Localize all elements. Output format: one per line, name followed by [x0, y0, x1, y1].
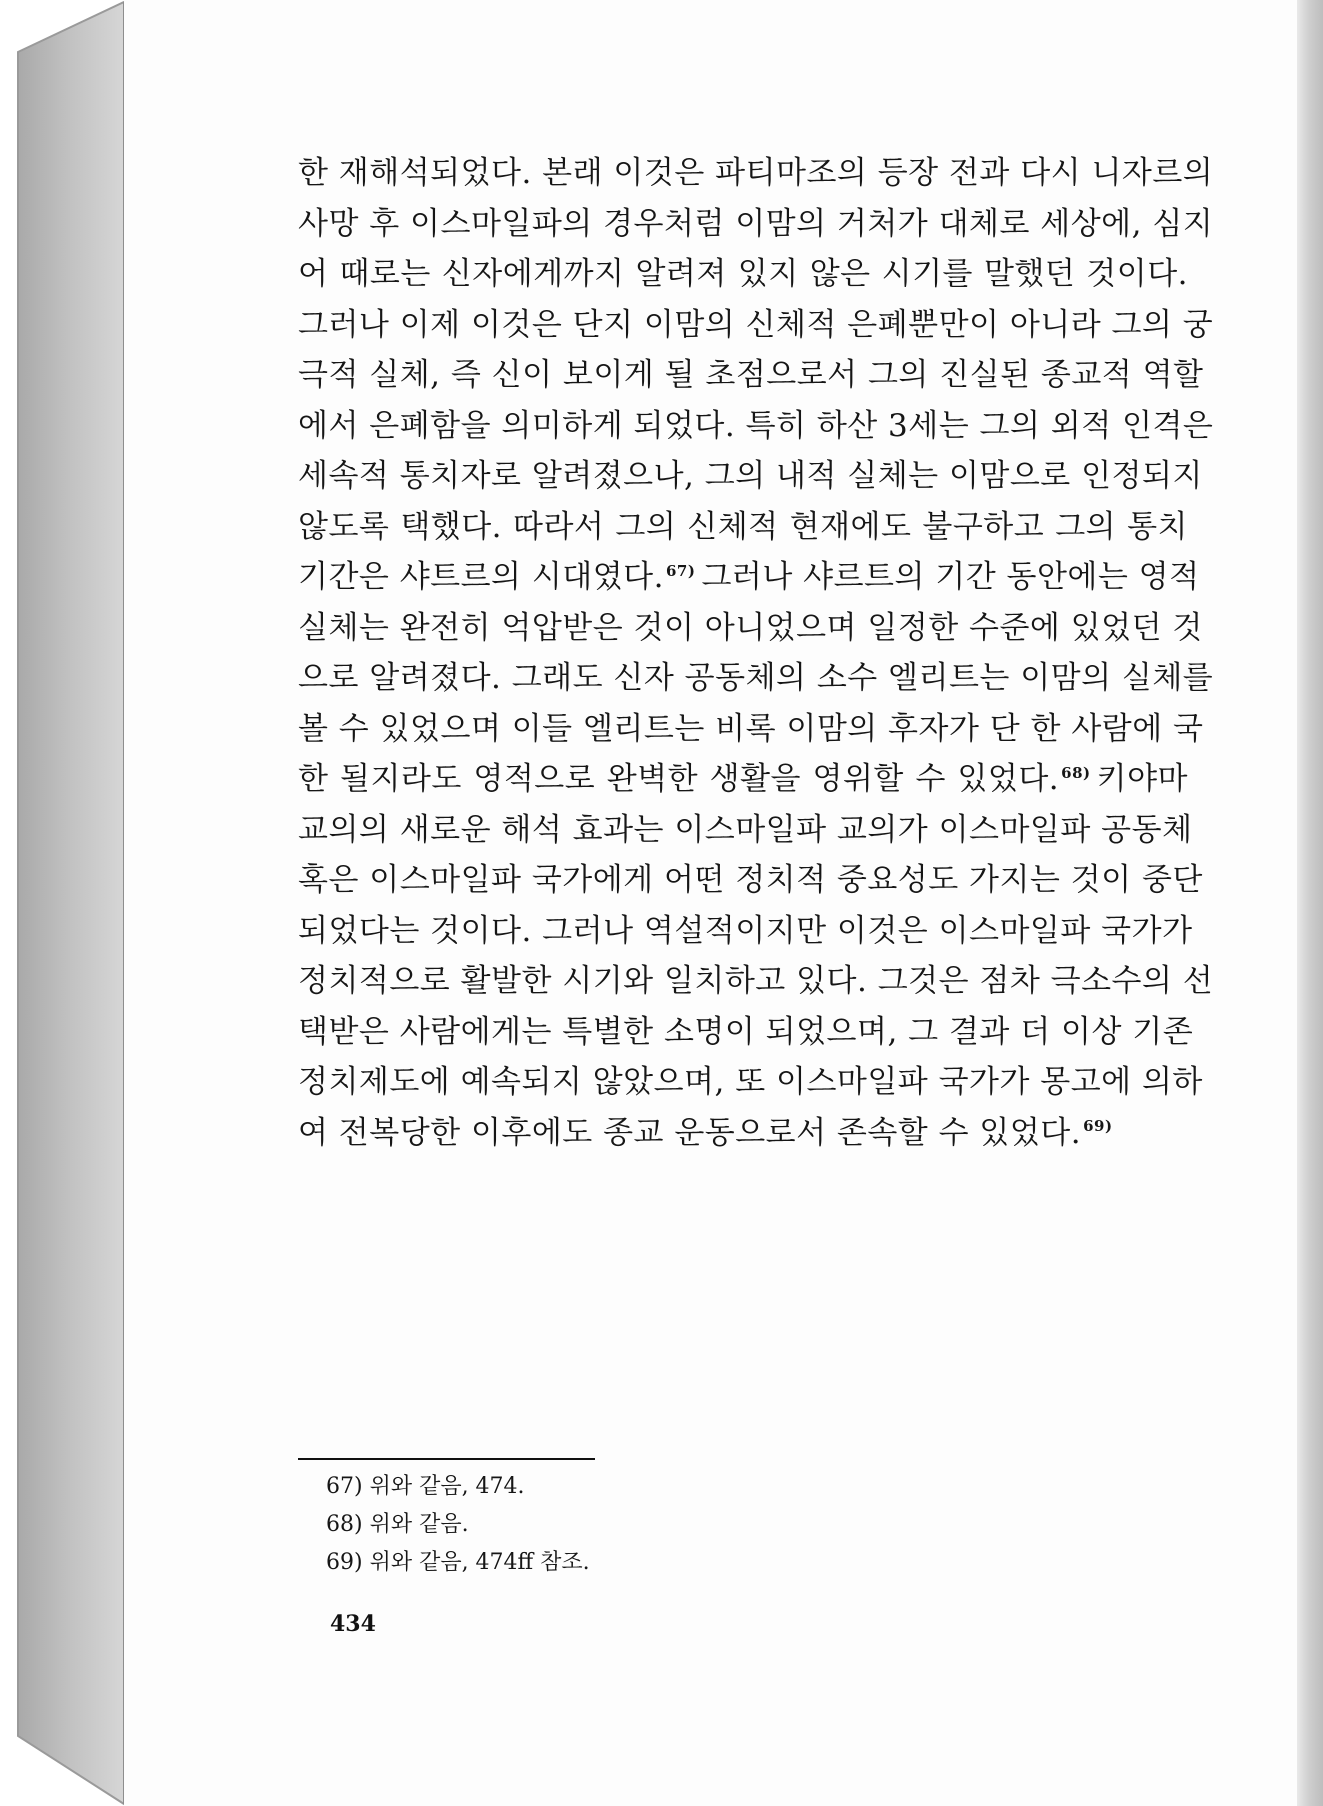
body-line-text: 정치적으로 활발한 시기와 일치하고 있다. 그것은 점차 극소수의 선	[298, 963, 1214, 999]
body-line-text: 되었다는 것이다. 그러나 역설적이지만 이것은 이스마일파 국가가	[298, 912, 1193, 949]
body-line-text: 으로 알려졌다. 그래도 신자 공동체의 소수 엘리트는 이맘의 실체를	[298, 660, 1214, 696]
body-line	[298, 451, 1203, 502]
body-line	[298, 401, 1214, 452]
footnote-separator	[298, 1458, 595, 1460]
body-line-text: 극적 실체, 즉 신이 보이게 될 초점으로서 그의 진실된 종교적 역할	[298, 357, 1204, 393]
body-line	[298, 502, 1188, 553]
body-line	[298, 603, 1203, 654]
body-line-text: 한 될지라도 영적으로 완벽한 생활을 영위할 수 있었다.	[298, 761, 1060, 797]
body-line	[298, 199, 1214, 250]
body-line-text: 그러나 이제 이것은 단지 이맘의 신체적 은폐뿐만이 아니라 그의 궁	[298, 306, 1214, 343]
footnote-item: 68) 위와 같음.	[326, 1512, 469, 1537]
body-line	[298, 350, 1204, 401]
body-line	[298, 300, 1214, 351]
body-line-text: 여 전복당한 이후에도 종교 운동으로서 존속할 수 있었다.	[298, 1114, 1082, 1151]
page-edge-shading	[1297, 0, 1323, 1806]
book-spine	[0, 0, 130, 1806]
footnote-item: 69) 위와 같음, 474ff 참조.	[326, 1550, 590, 1575]
body-line	[298, 805, 1193, 856]
body-text	[298, 148, 1214, 1158]
body-line	[298, 956, 1214, 1007]
body-line-text: 혹은 이스마일파 국가에게 어떤 정치적 중요성도 가지는 것이 중단	[298, 862, 1203, 898]
footnote-item: 67) 위와 같음, 474.	[326, 1474, 525, 1499]
body-line-text-continued: 그러나 샤르트의 기간 동안에는 영적	[701, 559, 1200, 595]
body-line	[298, 653, 1214, 704]
body-line-text: 한 재해석되었다. 본래 이것은 파티마조의 등장 전과 다시 니자르의	[298, 155, 1214, 191]
body-line	[298, 906, 1193, 957]
footnotes	[326, 1468, 590, 1582]
footnote-reference: 67)	[665, 561, 696, 580]
body-line-text: 정치제도에 예속되지 않았으며, 또 이스마일파 국가가 몽고에 의하	[298, 1064, 1203, 1100]
footnote-reference: 69)	[1083, 1117, 1113, 1136]
body-line	[298, 552, 1200, 603]
body-line-text: 볼 수 있었으며 이들 엘리트는 비록 이맘의 후자가 단 한 사람에 국	[298, 710, 1204, 747]
body-line	[298, 249, 1188, 300]
body-line-text: 세속적 통치자로 알려졌으나, 그의 내적 실체는 이맘으로 인정되지	[298, 458, 1203, 494]
body-line	[298, 704, 1204, 755]
body-line-text-continued: 키야마	[1096, 761, 1188, 797]
body-line	[298, 855, 1203, 906]
body-line-text: 않도록 택했다. 따라서 그의 신체적 현재에도 불구하고 그의 통치	[298, 508, 1188, 545]
body-line-text: 사망 후 이스마일파의 경우처럼 이맘의 거처가 대체로 세상에, 심지	[298, 205, 1214, 242]
body-line-text: 교의의 새로운 해석 효과는 이스마일파 교의가 이스마일파 공동체	[298, 811, 1193, 848]
body-line-text: 기간은 샤트르의 시대였다.	[298, 559, 664, 595]
body-line-text: 에서 은폐함을 의미하게 되었다. 특히 하산 3세는 그의 외적 인격은	[298, 407, 1214, 444]
body-line-text: 택받은 사람에게는 특별한 소명이 되었으며, 그 결과 더 이상 기존	[298, 1013, 1194, 1050]
footnote-reference: 68)	[1061, 763, 1091, 782]
body-line-text: 어 때로는 신자에게까지 알려져 있지 않은 시기를 말했던 것이다.	[298, 256, 1188, 292]
body-line	[298, 1108, 1188, 1159]
page-number: 434	[330, 1611, 376, 1637]
body-line	[298, 148, 1214, 199]
body-line	[298, 1007, 1194, 1058]
body-line	[298, 754, 1188, 805]
body-line-text: 실체는 완전히 억압받은 것이 아니었으며 일정한 수준에 있었던 것	[298, 609, 1203, 646]
body-line	[298, 1057, 1203, 1108]
